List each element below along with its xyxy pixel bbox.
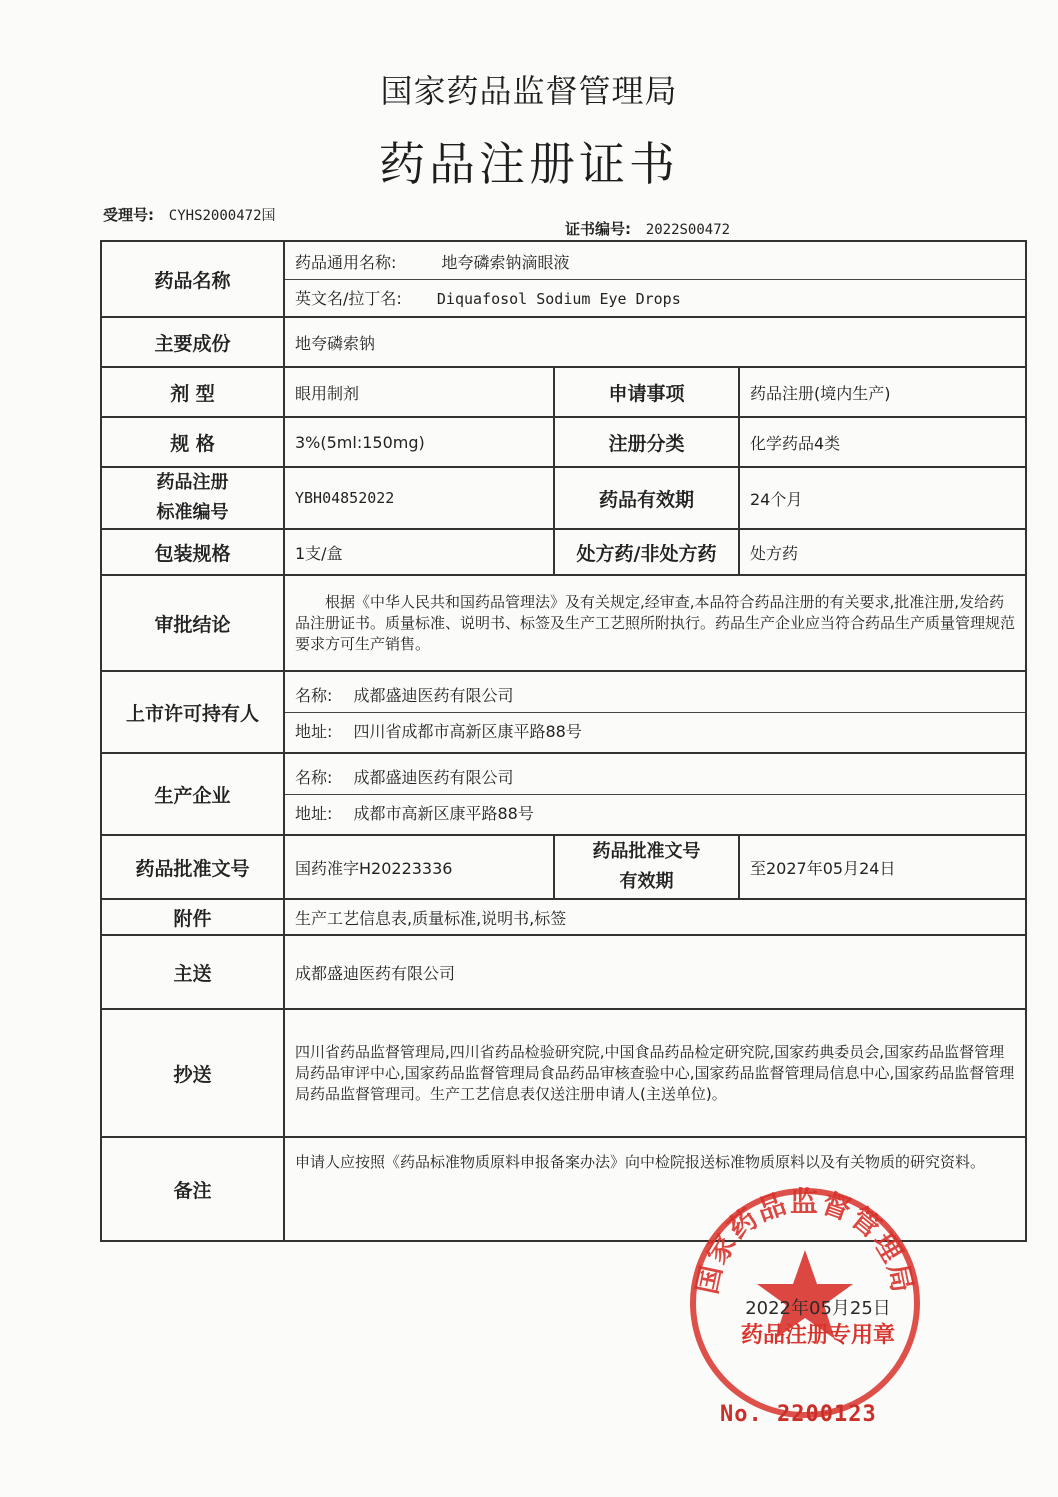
remarks-label: 备注 [101,1137,284,1241]
recipient-label: 主送 [101,935,284,1009]
standard-label [101,467,284,529]
certificate-number-label: 证书编号: [565,220,631,238]
row-approval [101,835,1026,899]
row-spec [101,417,1026,467]
cc-value: 四川省药品监督管理局,四川省药品检验研究院,中国食品药品检定研究院,国家药典委员会,国家药品监督管理局药品审评中心,国家药品监督管理局食品药品审核查验中心,国家药品监督管理局信息中心,国家药品监督管理局药品监督管理司。生产工艺信息表仅送注册申请人(主送单位)。 [284,1009,1026,1137]
english-name-label: 英文名/拉丁名: [295,288,402,308]
acceptance-number-value: CYHS2000472国 [168,208,276,224]
dosage-form-value: 眼用制剂 [284,367,554,417]
recipient-value: 成都盛迪医药有限公司 [284,935,1026,1009]
holder-name-value: 成都盛迪医药有限公司 [353,685,514,705]
row-manufacturer [101,753,1026,835]
spec-label: 规 格 [101,417,284,467]
manufacturer-address-value: 成都市高新区康平路88号 [353,803,534,823]
category-label: 注册分类 [554,417,739,467]
ingredient-value: 地夸磷索钠 [284,317,1026,367]
standard-value: YBH04852022 [284,467,554,529]
generic-name-value: 地夸磷索钠滴眼液 [441,252,570,272]
approval-label: 药品批准文号 [101,835,284,899]
certificate-number [565,218,730,239]
serial-number: No. 2200123 [720,1402,877,1427]
approval-validity-label-line1: 药品批准文号 [592,841,701,862]
dosage-form-label: 剂 型 [101,367,284,417]
package-value: 1支/盒 [284,529,554,575]
holder-address [285,712,1025,748]
acceptance-number-label: 受理号: [103,206,154,224]
row-cc [101,1009,1026,1137]
approval-validity-label-line2: 有效期 [619,871,674,892]
agency-name: 国家药品监督管理局 [380,72,678,110]
category-value: 化学药品4类 [739,417,1026,467]
registration-table [100,240,1027,1242]
english-name-value: Diquafosol Sodium Eye Drops [436,289,681,308]
manufacturer-address [285,794,1025,830]
row-recipient [101,935,1026,1009]
row-package [101,529,1026,575]
english-name [285,279,1025,315]
certificate-title: 药品注册证书 [379,137,679,191]
ingredient-label: 主要成份 [101,317,284,367]
manufacturer-name-label: 名称: [295,767,333,787]
conclusion-label: 审批结论 [101,575,284,671]
approval-validity-value: 至2027年05月24日 [739,835,1026,899]
generic-name-label: 药品通用名称: [295,252,397,272]
row-drug-name [101,241,1026,317]
seal-date: 2022年05月25日 [745,1298,891,1319]
row-holder [101,671,1026,753]
attachment-value: 生产工艺信息表,质量标准,说明书,标签 [284,899,1026,935]
attachment-label: 附件 [101,899,284,935]
manufacturer-name [285,759,1025,794]
row-dosage-form [101,367,1026,417]
seal-ring-text: 国家药品监督管理局 [690,1184,920,1297]
rx-value: 处方药 [739,529,1026,575]
holder-name-label: 名称: [295,685,333,705]
seal-name: 药品注册专用章 [740,1323,895,1348]
row-conclusion [101,575,1026,671]
holder-label: 上市许可持有人 [101,671,284,753]
acceptance-number [103,204,276,225]
validity-value: 24个月 [739,467,1026,529]
application-value: 药品注册(境内生产) [739,367,1026,417]
row-ingredient [101,317,1026,367]
holder-address-label: 地址: [295,721,333,741]
manufacturer-address-label: 地址: [295,803,333,823]
package-label: 包装规格 [101,529,284,575]
conclusion-value: 根据《中华人民共和国药品管理法》及有关规定,经审查,本品符合药品注册的有关要求,批准注册,发给药品注册证书。质量标准、说明书、标签及生产工艺照所附执行。药品生产企业应当符合药品生产质量管理规范要求方可生产销售。 [284,575,1026,671]
generic-name [285,244,1025,279]
holder-name [285,677,1025,712]
application-label: 申请事项 [554,367,739,417]
rx-label: 处方药/非处方药 [554,529,739,575]
manufacturer-label: 生产企业 [101,753,284,835]
row-attachment [101,899,1026,935]
standard-label-line1: 药品注册 [156,472,229,493]
remarks-value: 申请人应按照《药品标准物质原料申报备案办法》向中检院报送标准物质原料以及有关物质的研究资料。 [284,1137,1026,1241]
spec-value: 3%(5ml:150mg) [284,417,554,467]
approval-value: 国药准字H20223336 [284,835,554,899]
certificate-number-value: 2022S00472 [645,222,731,238]
approval-validity-label [554,835,739,899]
manufacturer-name-value: 成都盛迪医药有限公司 [353,767,514,787]
holder-address-value: 四川省成都市高新区康平路88号 [353,721,582,741]
cc-label: 抄送 [101,1009,284,1137]
row-standard [101,467,1026,529]
drug-name-label: 药品名称 [101,241,284,317]
standard-label-line2: 标准编号 [156,502,229,523]
validity-label: 药品有效期 [554,467,739,529]
